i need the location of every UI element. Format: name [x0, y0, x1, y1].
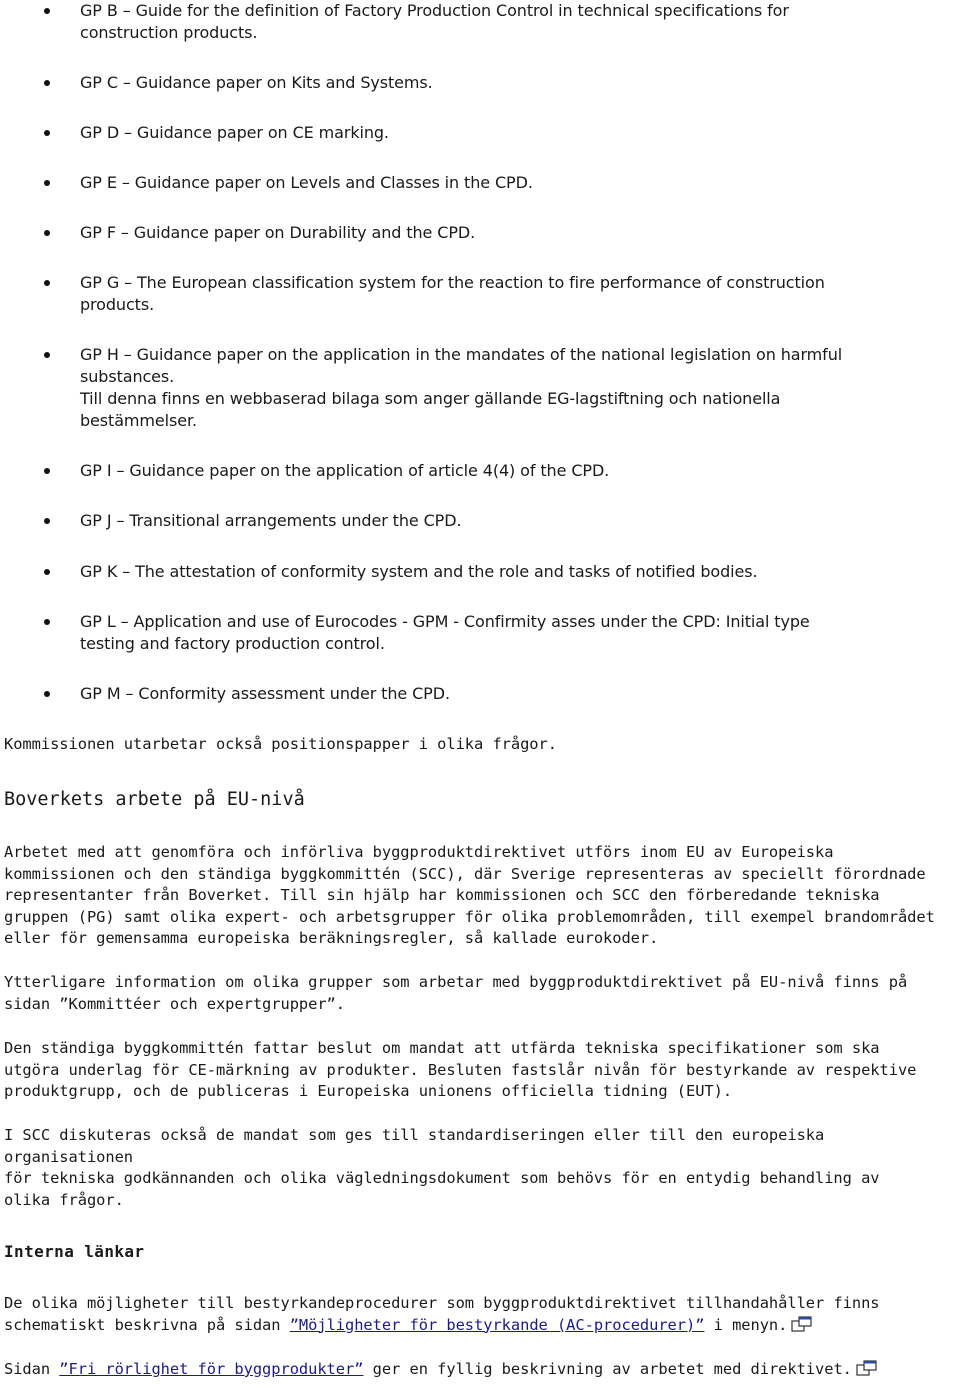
list-item-text: GP D – Guidance paper on CE marking. — [80, 123, 389, 142]
list-item-text: substances. — [80, 367, 175, 386]
bullet-icon — [44, 180, 50, 186]
list-item-text: GP M – Conformity assessment under the CPD. — [80, 684, 450, 703]
list-item-text: GP B – Guide for the definition of Factory Production Control in technical specifications for — [80, 1, 789, 20]
list-item-text: GP J – Transitional arrangements under the CPD. — [80, 511, 462, 530]
list-item-text: GP C – Guidance paper on Kits and Systems. — [80, 73, 433, 92]
commission-note: Kommissionen utarbetar också positionspapper i olika frågor. — [4, 735, 557, 753]
list-item-text: bestämmelser. — [80, 411, 197, 430]
paragraph-line: I SCC diskuteras också de mandat som ges till standardiseringen eller till den europeiska organisationen — [4, 1126, 825, 1166]
paragraph-line: utgöra underlag för CE-märkning av produkter. Besluten fastslår nivån för bestyrkande av respektive — [4, 1060, 917, 1079]
internal-links-heading: Interna länkar — [4, 1242, 145, 1261]
list-item-text: products. — [80, 295, 155, 314]
bullet-icon — [44, 691, 50, 697]
paragraph — [4, 1038, 959, 1103]
section-heading: Boverkets arbete på EU-nivå — [4, 789, 305, 810]
paragraph-text: ger en fyllig beskrivning av arbetet med direktivet. — [363, 1360, 852, 1378]
list-item-text: GP K – The attestation of conformity system and the role and tasks of notified bodies. — [80, 562, 758, 581]
paragraph — [4, 1125, 959, 1211]
paragraph-line: produktgrupp, och de publiceras i Europeiska unionens officiella tidning (EUT). — [4, 1082, 733, 1101]
ac-procedures-link[interactable]: ”Möjligheter för bestyrkande (AC-procedurer)” — [289, 1315, 705, 1334]
paragraph-line: för tekniska godkännanden och olika vägledningsdokument som behövs för en entydig behandling av — [4, 1169, 880, 1188]
paragraph-line: eller för gemensamma europeiska beräkningsregler, så kallade eurokoder. — [4, 929, 659, 948]
free-movement-link[interactable]: ”Fri rörlighet för byggprodukter” — [59, 1360, 364, 1378]
bullet-icon — [44, 518, 50, 524]
bullet-icon — [44, 280, 50, 286]
bullet-icon — [44, 230, 50, 236]
bullet-icon — [44, 569, 50, 575]
list-item-text: GP G – The European classification system for the reaction to fire performance of construction — [80, 273, 825, 292]
paragraph-text: i menyn. — [704, 1315, 788, 1334]
paragraph-line: olika frågor. — [4, 1190, 124, 1209]
bullet-icon — [44, 8, 50, 14]
bullet-icon — [44, 130, 50, 136]
list-item-text: Till denna finns en webbaserad bilaga som anger gällande EG-lagstiftning och nationella — [80, 389, 781, 408]
paragraph-line: sidan ”Kommittéer och expertgrupper”. — [4, 994, 345, 1013]
list-item-text: GP F – Guidance paper on Durability and the CPD. — [80, 223, 476, 242]
bullet-icon — [44, 468, 50, 474]
list-item-text: GP I – Guidance paper on the application of article 4(4) of the CPD. — [80, 461, 610, 480]
paragraph-line: Ytterligare information om olika grupper som arbetar med byggproduktdirektivet på EU-nivå finns på — [4, 973, 908, 991]
paragraph-line: Den ständiga byggkommittén fattar beslut om mandat att utfärda tekniska specifikationer som ska — [4, 1039, 880, 1057]
internal-links-paragraph — [4, 1293, 959, 1338]
paragraph-line: Arbetet med att genomföra och införliva byggproduktdirektivet utförs inom EU av Europeiska — [4, 843, 834, 861]
list-item-text: GP H – Guidance paper on the application in the mandates of the national legislation on harmful — [80, 345, 843, 364]
paragraph-line: De olika möjligheter till bestyrkandeprocedurer som byggproduktdirektivet tillhandahåller finns — [4, 1294, 880, 1312]
bullet-icon — [44, 619, 50, 625]
external-link-icon[interactable] — [856, 1360, 878, 1383]
paragraph-line: representanter från Boverket. Till sin hjälp har kommissionen och SCC den förberedande tekniska — [4, 886, 880, 905]
list-item-text: GP L – Application and use of Eurocodes - GPM - Confirmity asses under the CPD: Initial type — [80, 612, 810, 631]
bullet-icon — [44, 352, 50, 358]
paragraph — [4, 842, 959, 950]
external-link-icon[interactable] — [791, 1316, 813, 1339]
paragraph-line — [4, 1315, 959, 1339]
list-item-text: testing and factory production control. — [80, 634, 385, 653]
paragraph — [4, 972, 959, 1015]
internal-links-paragraph — [4, 1359, 959, 1383]
paragraph-text: schematiskt beskrivna på sidan — [4, 1315, 290, 1334]
list-item-text: construction products. — [80, 23, 258, 42]
bullet-icon — [44, 80, 50, 86]
paragraph-line: kommissionen och den ständiga byggkommittén (SCC), där Sverige representeras av speciellt förordnade — [4, 864, 926, 883]
list-item-text: GP E – Guidance paper on Levels and Classes in the CPD. — [80, 173, 533, 192]
paragraph-line: gruppen (PG) samt olika expert- och arbetsgrupper för olika problemområden, till exempel brandområdet — [4, 907, 935, 926]
paragraph-text: Sidan — [4, 1360, 60, 1378]
